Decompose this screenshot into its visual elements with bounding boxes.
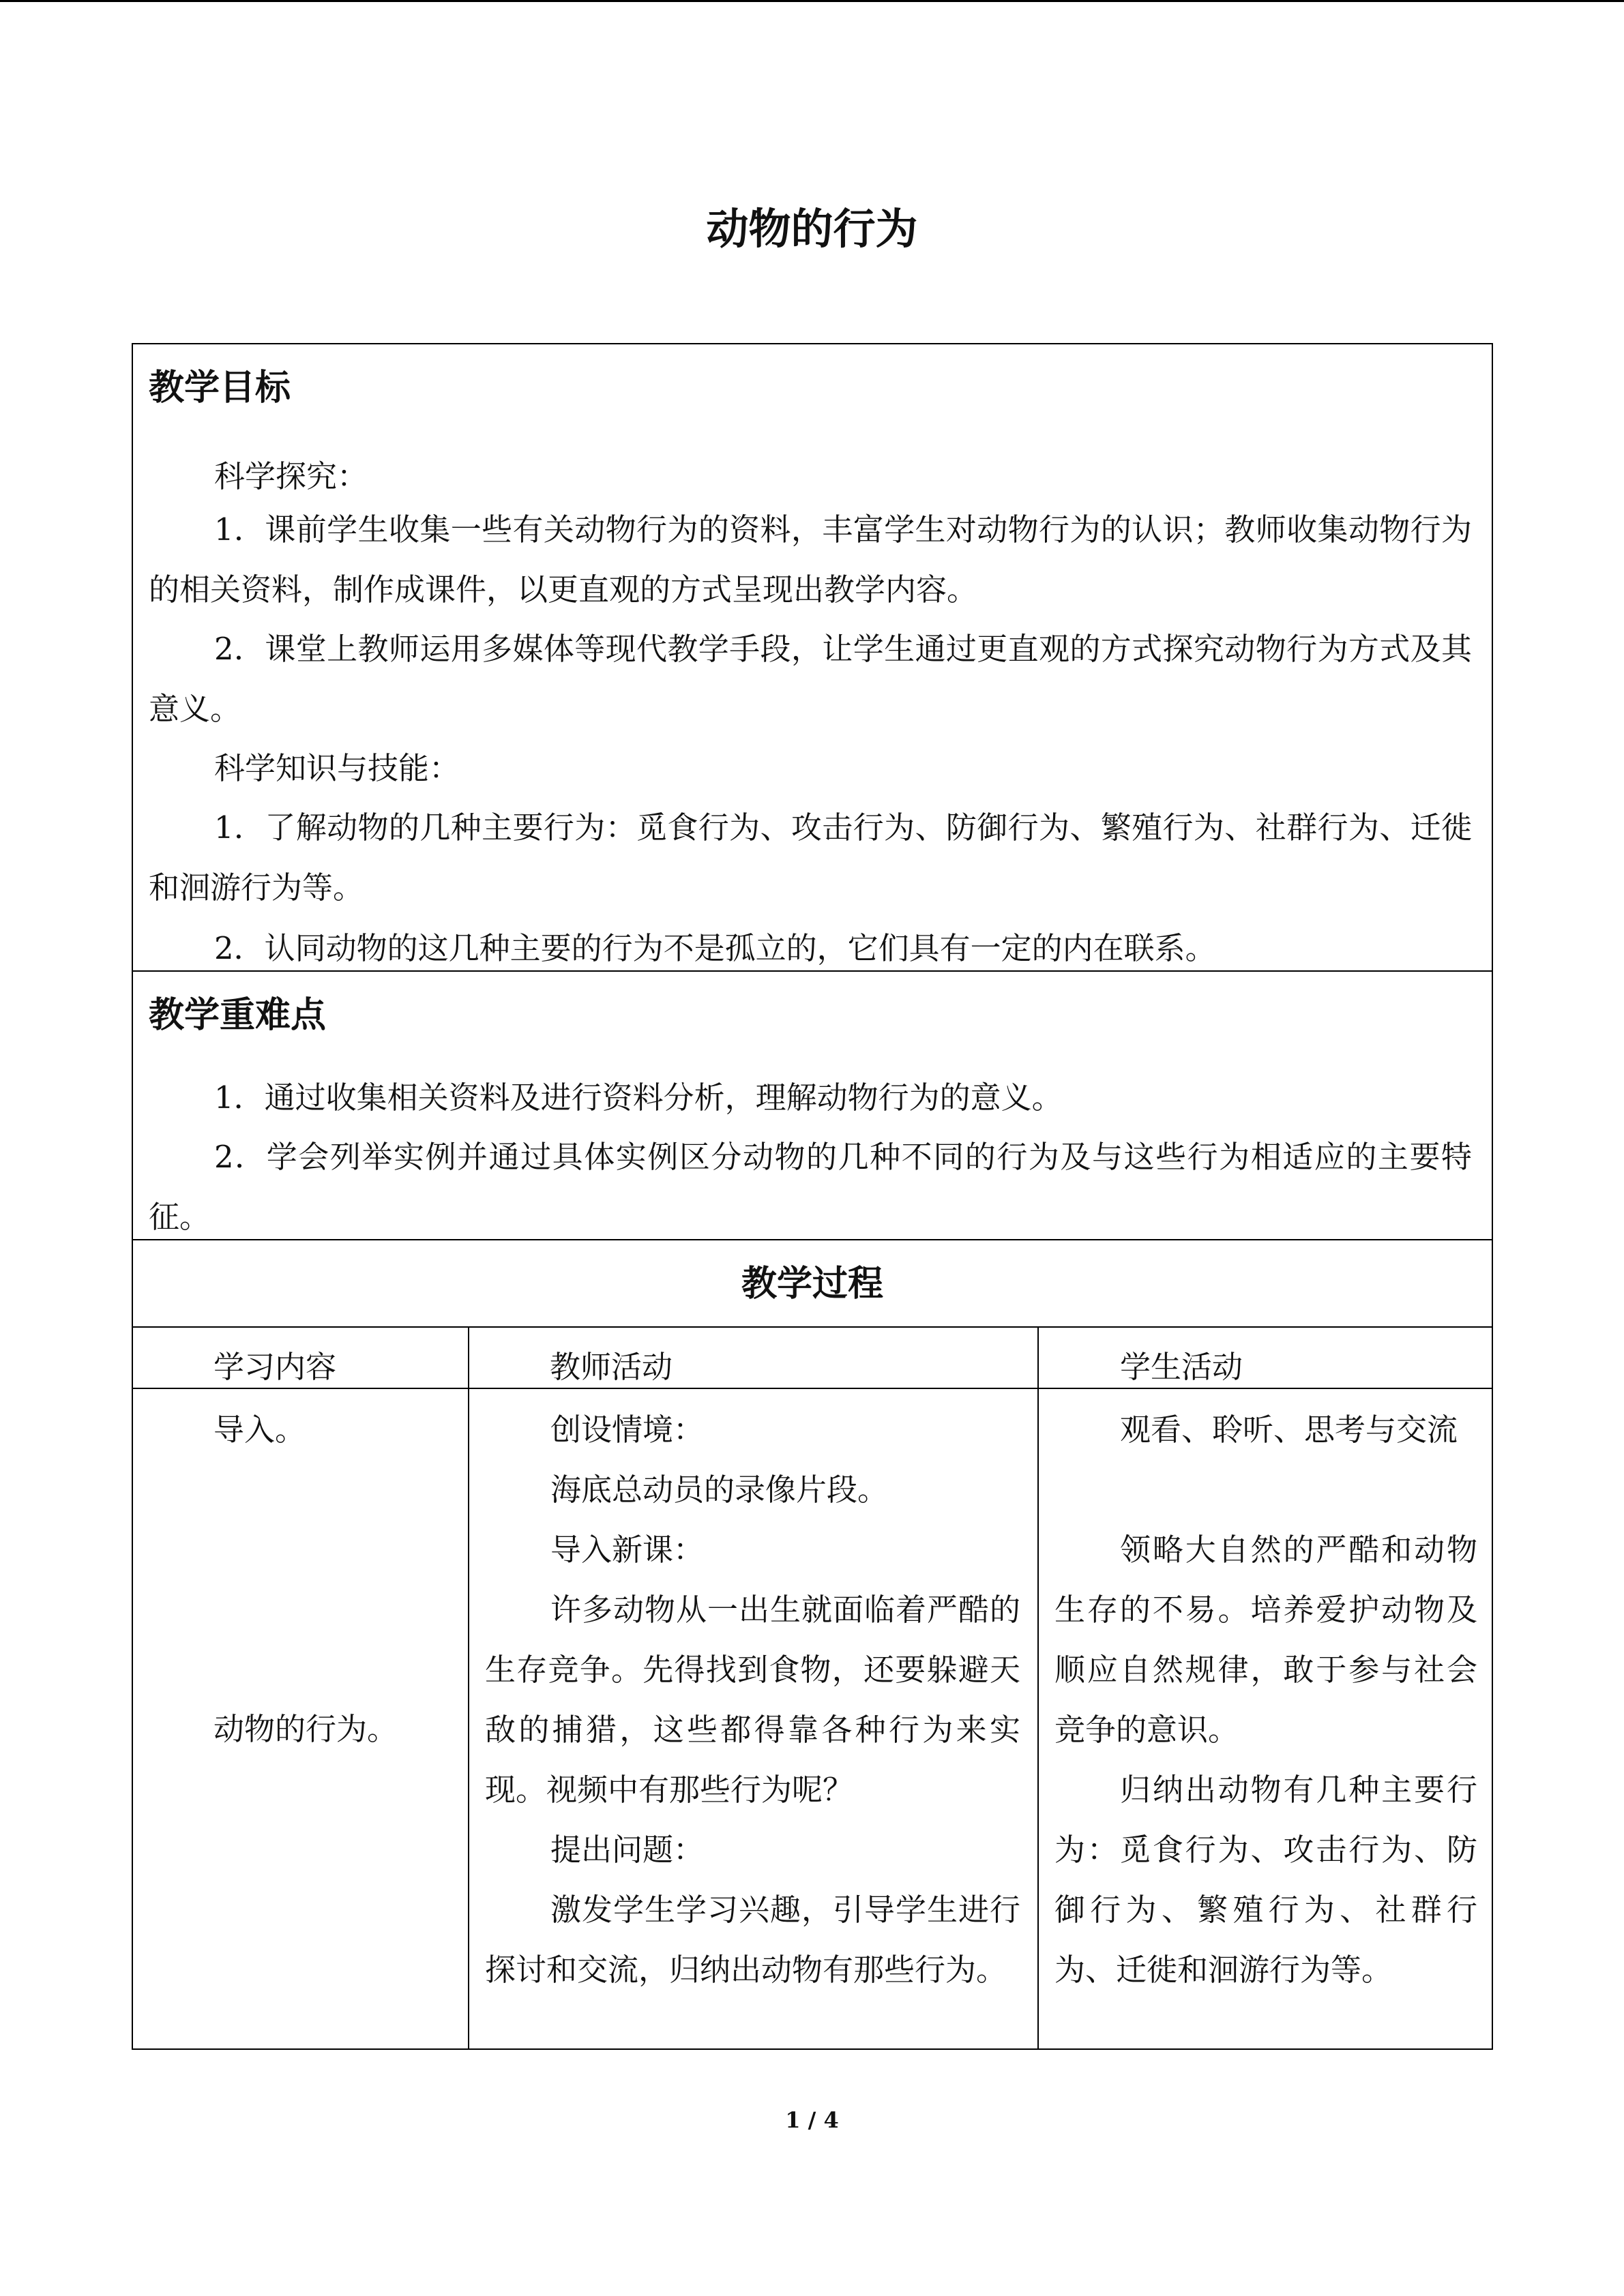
teacher-activity: 导入新课： — [550, 1532, 705, 1568]
page-title: 动物的行为 — [706, 204, 918, 254]
column-header-teacher: 教师活动 — [550, 1349, 673, 1385]
objectives-item: 2．认同动物的这几种主要的行为不是孤立的，它们具有一定的内在联系。 — [214, 930, 1216, 966]
objectives-item: 2．课堂上教师运用多媒体等现代教学手段，让学生通过更直观的方式探究动物行为方式及其意义。 — [149, 631, 1472, 727]
student-activity: 观看、聆听、思考与交流 — [1120, 1412, 1458, 1448]
page-number: 1 / 4 — [785, 2107, 839, 2133]
teacher-activity: 海底总动员的录像片段。 — [550, 1472, 889, 1508]
section-divider — [132, 1326, 1493, 1328]
objectives-item: 科学知识与技能： — [214, 750, 460, 786]
objectives-item: 科学探究： — [214, 458, 368, 494]
column-header-student: 学生活动 — [1120, 1349, 1243, 1385]
content-intro: 导入。 — [213, 1412, 306, 1448]
process-heading: 教学过程 — [741, 1264, 883, 1304]
teacher-activity: 创设情境： — [550, 1412, 705, 1448]
top-border-line — [0, 0, 1624, 2]
teacher-activity: 激发学生学习兴趣，引导学生进行探讨和交流，归纳出动物有那些行为。 — [485, 1892, 1020, 1988]
student-activity: 归纳出动物有几种主要行为：觅食行为、攻击行为、防御行为、繁殖行为、社群行为、迁徙和洄游行为等。 — [1054, 1772, 1477, 1988]
content-animal-behavior: 动物的行为。 — [213, 1711, 398, 1747]
objectives-item: 1．了解动物的几种主要行为：觅食行为、攻击行为、防御行为、繁殖行为、社群行为、迁徙和洄游行为等。 — [149, 809, 1472, 906]
objectives-heading: 教学目标 — [149, 368, 291, 408]
section-divider — [132, 970, 1493, 972]
teacher-activity: 许多动物从一出生就面临着严酷的生存竞争。先得找到食物，还要躲避天敌的捕猎，这些都得靠各种行为来实现。视频中有那些行为呢？ — [485, 1592, 1020, 1808]
teacher-activity: 提出问题： — [550, 1832, 705, 1868]
objectives-item: 1．课前学生收集一些有关动物行为的资料，丰富学生对动物行为的认识；教师收集动物行为的相关资料，制作成课件，以更直观的方式呈现出教学内容。 — [149, 511, 1472, 608]
student-activity: 领略大自然的严酷和动物生存的不易。培养爱护动物及顺应自然规律，敢于参与社会竞争的意识。 — [1054, 1532, 1477, 1748]
key-points-item: 1．通过收集相关资料及进行资料分析，理解动物行为的意义。 — [214, 1079, 1063, 1116]
section-divider — [132, 1239, 1493, 1240]
column-divider — [1037, 1326, 1039, 2050]
column-divider — [468, 1326, 469, 2050]
key-points-item: 2．学会列举实例并通过具体实例区分动物的几种不同的行为及与这些行为相适应的主要特征。 — [149, 1139, 1472, 1235]
column-header-content: 学习内容 — [213, 1349, 337, 1385]
key-points-heading: 教学重难点 — [149, 995, 327, 1036]
header-row-divider — [132, 1388, 1493, 1389]
